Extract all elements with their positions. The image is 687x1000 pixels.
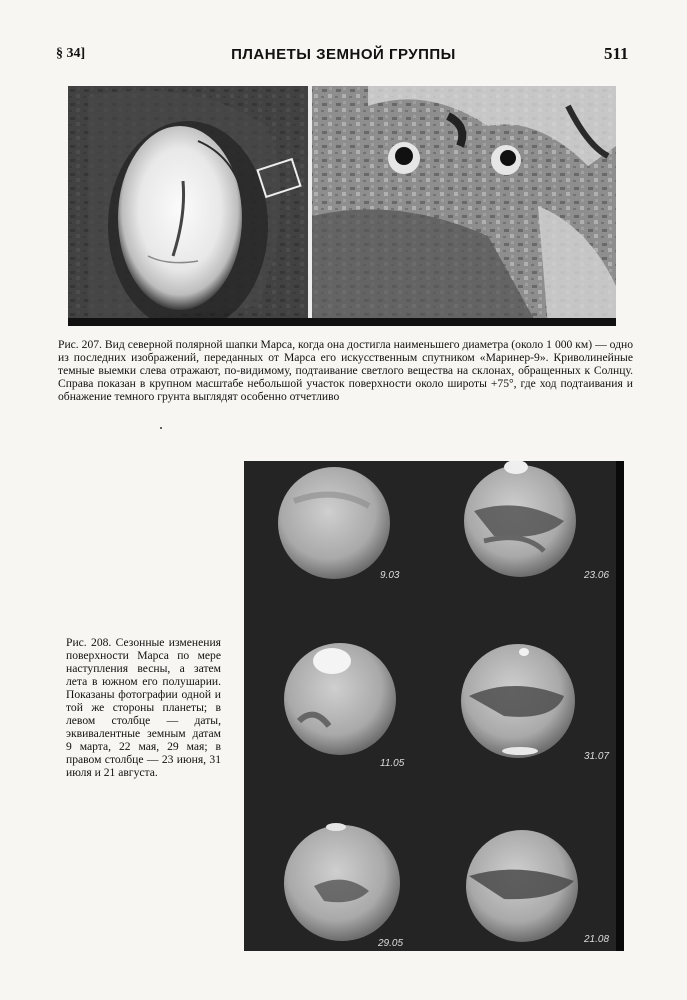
figure-208-caption	[66, 636, 221, 779]
photo-date-1: 9.03	[380, 570, 400, 581]
figure-207-image	[68, 86, 616, 326]
section-number: § 34]	[56, 46, 86, 61]
figure-208-label: Рис. 208.	[66, 636, 112, 649]
figure-207-label: Рис. 207.	[58, 338, 102, 351]
speck	[160, 427, 162, 429]
photo-date-6: 21.08	[584, 934, 610, 945]
running-title: ПЛАНЕТЫ ЗЕМНОЙ ГРУППЫ	[231, 46, 456, 63]
figure-208-text: Сезонные изменения поверхности Марса по мере наступления весны, а затем лета в южном его полушарии. Показаны фотографии одной и той же стороны планеты; в левом столбце — даты, эквивалентные земным датам 9 марта, 22 мая, 29 мая; в правом столбце — 23 июня, 31 июля и 21 августа.	[66, 636, 221, 779]
figure-207-photo	[68, 86, 616, 326]
figure-208-image	[244, 461, 624, 951]
figure-207-text: Вид северной полярной шапки Марса, когда она достигла наименьшего диаметра (около 1 000 км) — одно из последних изображений, переданных от Марса его искусственным спутником «Маринер-9». Криволинейные темные выемки слева отражают, по-видимому, подтаивание светлого вещества на склонах, обращенных к Солнцу. Справа показан в крупном масштабе небольшой участок поверхности около широты +75°, где ход подтаивания и обнажение темного грунта выглядят особенно отчетливо	[58, 338, 633, 403]
photo-date-4: 31.07	[584, 751, 610, 762]
photo-date-2: 23.06	[584, 570, 610, 581]
photo-date-5: 29.05	[378, 938, 404, 949]
page-header	[0, 46, 687, 68]
figure-207-caption	[58, 339, 633, 404]
page-number: 511	[604, 44, 629, 63]
photo-date-3: 11.05	[380, 758, 405, 769]
figure-208-photo	[244, 461, 624, 951]
